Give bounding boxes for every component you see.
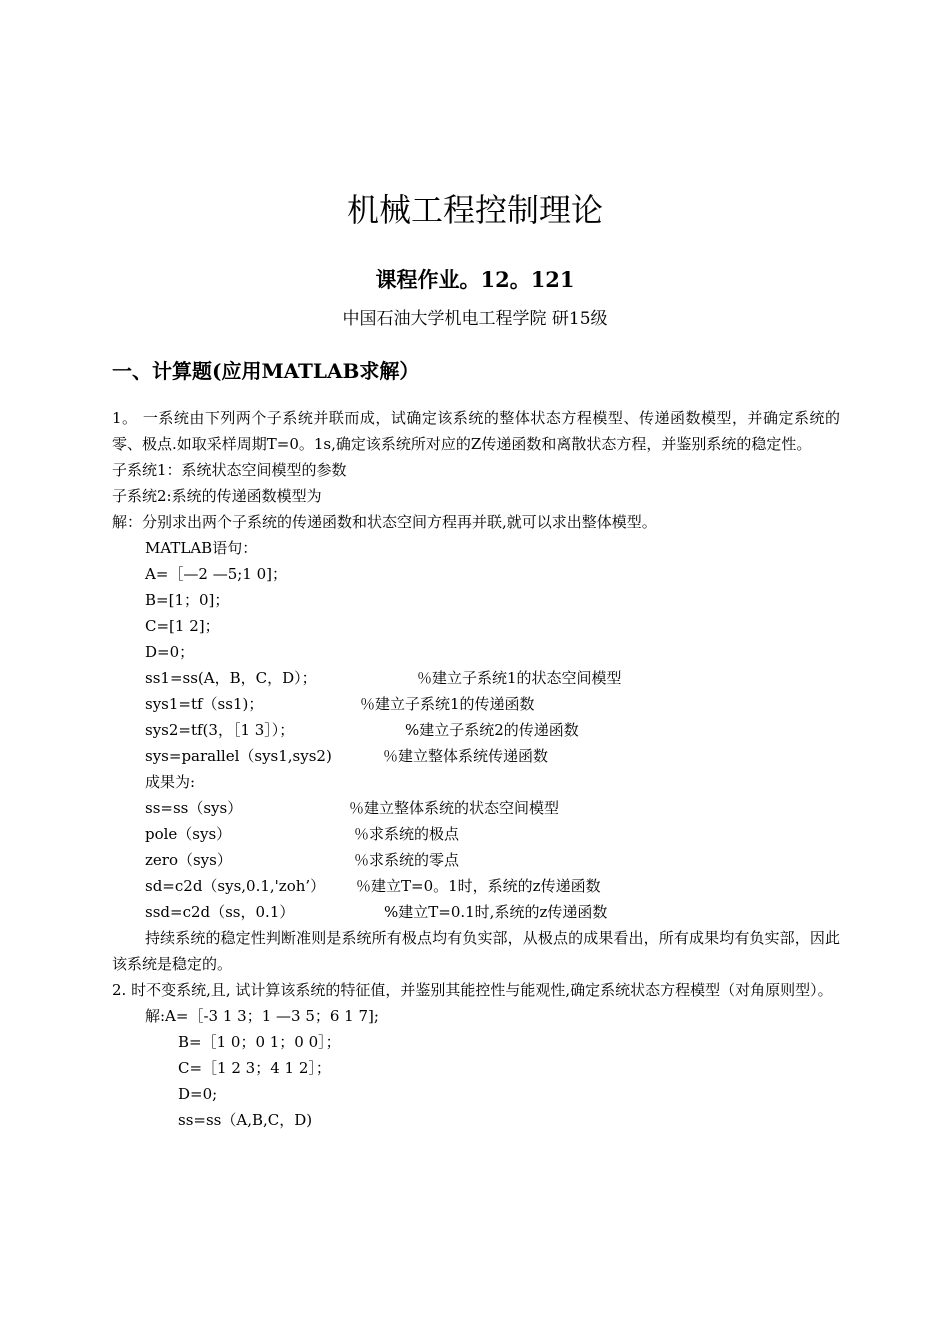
code-line: D=0；	[145, 643, 195, 661]
code-line: B=[1；0]；	[145, 591, 230, 609]
document-body	[112, 405, 840, 1133]
school-line: 中国石油大学机电工程学院 研15级	[342, 309, 608, 329]
code-comment: ％建立子系统1的传递函数	[360, 695, 535, 713]
code-comment: %建立子系统2的传递函数	[405, 721, 579, 739]
code-line: B=［1 0；0 1；0 0］；	[178, 1033, 341, 1051]
conclusion-paragraph: 持续系统的稳定性判断准则是系统所有极点均有负实部，从极点的成果看出，所有成果均有负实部，因此该系统是稳定的。	[112, 929, 840, 973]
code-comment: ％建立整体系统传递函数	[383, 747, 549, 765]
code-line: pole（sys） ％求系统的极点	[112, 821, 840, 847]
code-line: ss=ss（A,B,C，D)	[178, 1111, 313, 1129]
code-line: sys2=tf(3，［1 3］）； %建立子系统2的传递函数	[112, 717, 840, 743]
code-line: C=［1 2 3；4 1 2］；	[178, 1059, 331, 1077]
code-comment: ％建立子系统1的状态空间模型	[417, 669, 622, 687]
code-comment: ％求系统的零点	[354, 851, 460, 869]
code-line: D=0;	[178, 1085, 218, 1103]
code-line: ss=ss（sys） ％建立整体系统的状态空间模型	[112, 795, 840, 821]
section-heading: 一、计算题(应用MATLAB求解）	[112, 359, 420, 383]
document-subtitle: 课程作业。12。121	[375, 267, 575, 292]
subsystem-2-line: 子系统2:系统的传递函数模型为	[112, 487, 322, 505]
code-line: zero（sys） ％求系统的零点	[112, 847, 840, 873]
code-line: 成果为:	[145, 773, 196, 791]
code-comment: ％建立T=0。1时，系统的z传递函数	[356, 877, 601, 895]
code-line: C=[1 2]；	[145, 617, 220, 635]
subsystem-1-line: 子系统1：系统状态空间模型的参数	[112, 461, 347, 479]
code-line: sys1=tf（ss1)； ％建立子系统1的传递函数	[112, 691, 840, 717]
code-line: sd=c2d（sys,0.1,'zoh’） ％建立T=0。1时，系统的z传递函数	[112, 873, 840, 899]
code-line: A=［—2 —5;1 0]；	[145, 565, 288, 583]
code-line: ssd=c2d（ss，0.1） %建立T=0.1时,系统的z传递函数	[112, 899, 840, 925]
code-comment: ％建立整体系统的状态空间模型	[349, 799, 560, 817]
question-1-text: 1。 一系统由下列两个子系统并联而成，试确定该系统的整体状态方程模型、传递函数模型，并确定系统的零、极点.如取采样周期T=0。1s,确定该系统所对应的Z传递函数和离散状态方程，并鉴别系统的稳定性。	[112, 409, 840, 453]
code-comment: %建立T=0.1时,系统的z传递函数	[384, 903, 608, 921]
code-line: sys=parallel（sys1,sys2) ％建立整体系统传递函数	[112, 743, 840, 769]
code-comment: ％求系统的极点	[354, 825, 460, 843]
matlab-label: MATLAB语句：	[145, 539, 258, 557]
solution-line: 解：分别求出两个子系统的传递函数和状态空间方程再并联,就可以求出整体模型。	[112, 513, 657, 531]
code-line: 解:A=［-3 1 3；1 —3 5；6 1 7];	[145, 1007, 379, 1025]
question-2-text: 2. 时不变系统,且, 试计算该系统的特征值，并鉴别其能控性与能观性,确定系统状态方程模型（对角原则型）。	[112, 981, 833, 999]
code-line: ss1=ss(A，B，C，D）； ％建立子系统1的状态空间模型	[112, 665, 840, 691]
document-title: 机械工程控制理论	[346, 191, 603, 229]
